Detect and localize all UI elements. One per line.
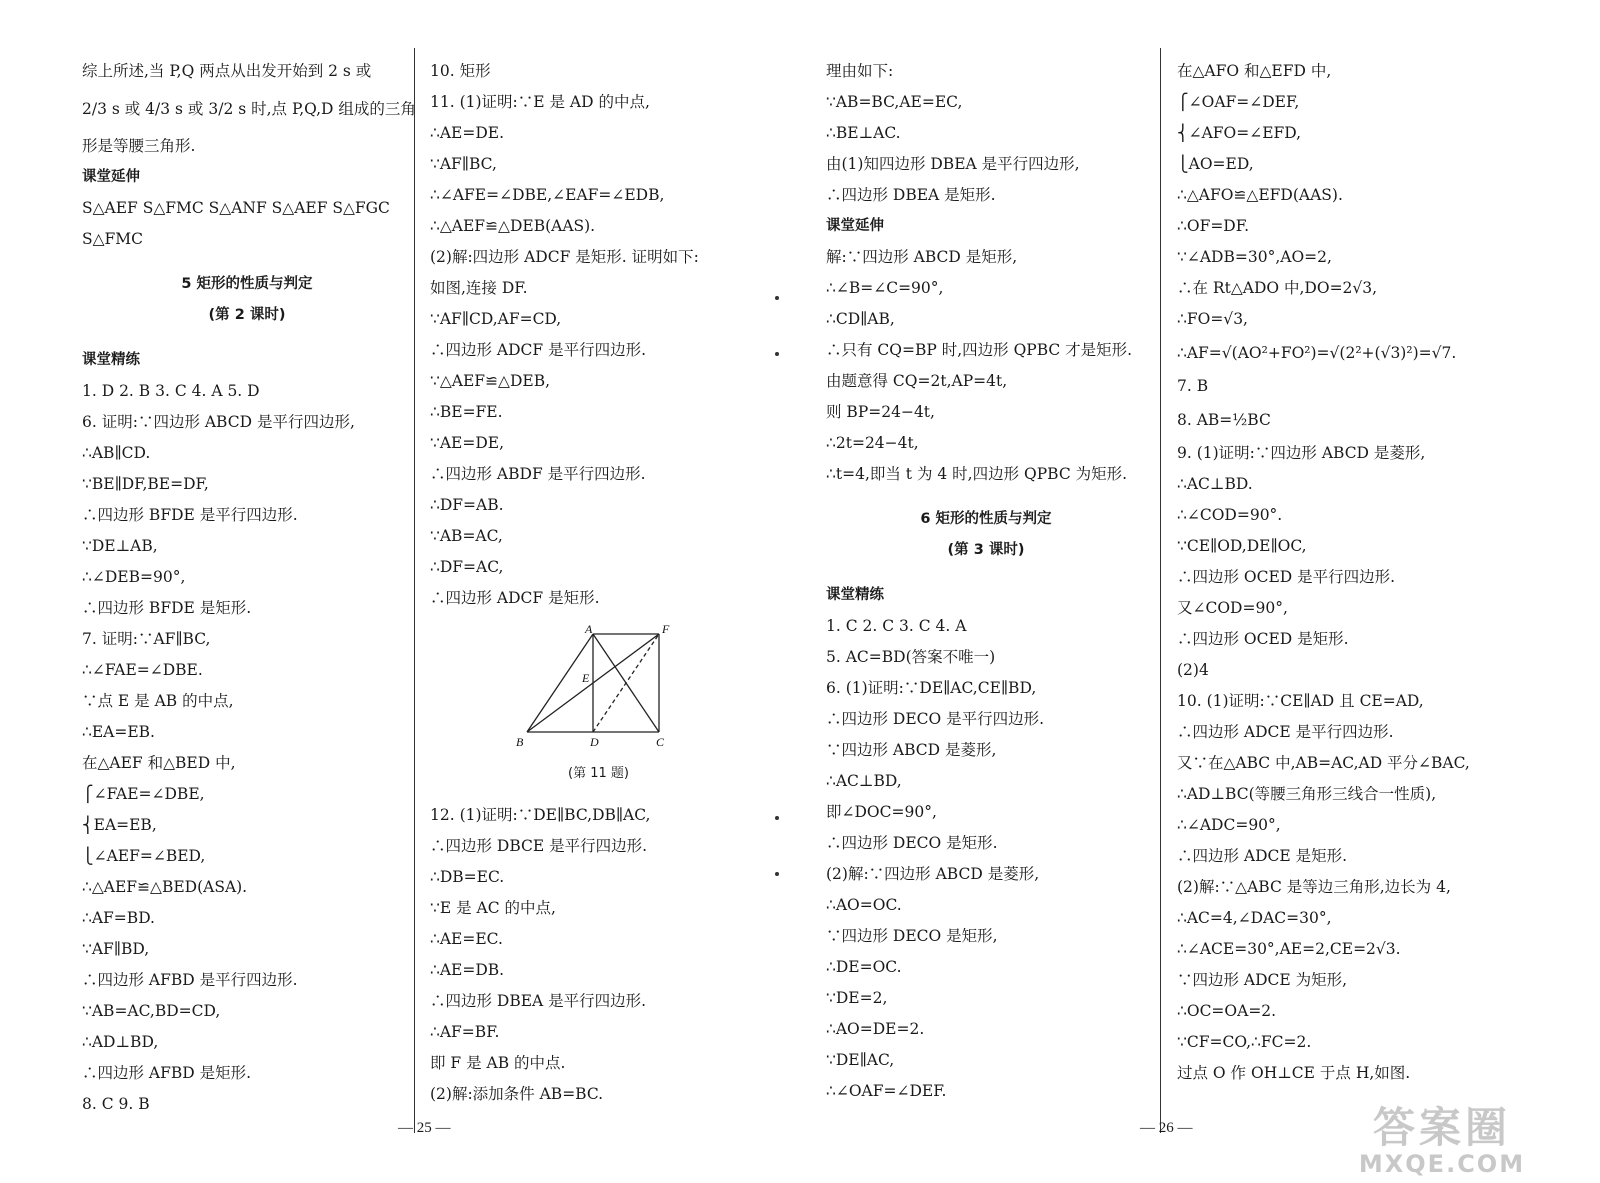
text-line: ⎩AO=ED, — [1177, 155, 1254, 173]
column-2 — [430, 56, 760, 614]
text-line: S△AEF S△FMC S△ANF S△AEF S△FGC — [82, 199, 390, 217]
section-heading: 课堂延伸 — [826, 218, 884, 234]
text-line: ∴AC⊥BD, — [826, 772, 902, 790]
text-line: ∵CE∥OD,DE∥OC, — [1177, 537, 1307, 555]
text-line: ∵AB=AC,BD=CD, — [82, 1002, 221, 1020]
text-line: 7. B — [1177, 377, 1209, 395]
section-heading: 5 矩形的性质与判定 — [181, 276, 313, 292]
section-heading: 6 矩形的性质与判定 — [920, 511, 1052, 527]
label-c: C — [656, 735, 665, 749]
text-line: ∴BE⊥AC. — [826, 124, 901, 142]
text-line: ∴四边形 ADCF 是矩形. — [430, 589, 600, 607]
text-line: ∴BE=FE. — [430, 403, 503, 421]
text-line: 2/3 s 或 4/3 s 或 3/2 s 时,点 P,Q,D 组成的三角 — [82, 100, 416, 118]
text-line: ∵DE⊥AB, — [82, 537, 158, 555]
text-line: 10. 矩形 — [430, 62, 491, 80]
text-line: 如图,连接 DF. — [430, 279, 528, 297]
margin-mark — [775, 816, 779, 820]
text-line: 即 F 是 AB 的中点. — [430, 1054, 566, 1072]
text-line: ⎨∠AFO=∠EFD, — [1177, 124, 1302, 142]
text-line: 又∵在△ABC 中,AB=AC,AD 平分∠BAC, — [1177, 754, 1470, 772]
text-line: ∴四边形 AFBD 是矩形. — [82, 1064, 252, 1082]
text-line — [826, 566, 1146, 580]
text-line: ∵四边形 ABCD 是菱形, — [826, 741, 997, 759]
page-number-left: — 25 — — [398, 1120, 451, 1136]
column-divider-3 — [1160, 48, 1161, 1133]
column-divider-1 — [414, 48, 415, 1133]
text-line: ∴∠ACE=30°,AE=2,CE=2√3. — [1177, 940, 1401, 958]
text-line: ∴△AEF≌△DEB(AAS). — [430, 217, 596, 235]
text-line: ∵CF=CO,∴FC=2. — [1177, 1033, 1312, 1051]
text-line: ∴四边形 OCED 是平行四边形. — [1177, 568, 1396, 586]
text-line: ∴∠ADC=90°, — [1177, 816, 1281, 834]
figure-11-caption: (第 11 题) — [568, 766, 629, 781]
text-line: ∴OC=OA=2. — [1177, 1002, 1277, 1020]
text-line: ∴四边形 DBCE 是平行四边形. — [430, 837, 648, 855]
text-line: ∴2t=24−4t, — [826, 434, 919, 452]
column-2-continued — [430, 800, 760, 1110]
text-line: 7. 证明:∵AF∥BC, — [82, 630, 211, 648]
watermark — [1292, 1105, 1592, 1177]
text-line: S△FMC — [82, 230, 144, 248]
section-heading: (第 3 课时) — [947, 542, 1025, 558]
text-line: ∴AO=OC. — [826, 896, 902, 914]
text-line: 1. D 2. B 3. C 4. A 5. D — [82, 382, 260, 400]
text-line: ∴AO=DE=2. — [826, 1020, 925, 1038]
text-line: ∴AC=4,∠DAC=30°, — [1177, 909, 1332, 927]
text-line: 10. (1)证明:∵CE∥AD 且 CE=AD, — [1177, 692, 1424, 710]
text-line: 在△AFO 和△EFD 中, — [1177, 62, 1332, 80]
text-line: 5. AC=BD(答案不唯一) — [826, 648, 996, 666]
text-line: 9. (1)证明:∵四边形 ABCD 是菱形, — [1177, 444, 1426, 462]
text-line: 则 BP=24−4t, — [826, 403, 935, 421]
figure-11-diagram — [510, 622, 680, 752]
text-line: ∴四边形 DECO 是平行四边形. — [826, 710, 1045, 728]
text-line: ∴DF=AC, — [430, 558, 504, 576]
text-line: 8. AB=½BC — [1177, 411, 1271, 429]
text-line: ∴四边形 DBEA 是矩形. — [826, 186, 996, 204]
label-d: D — [590, 735, 599, 749]
text-line: ∴只有 CQ=BP 时,四边形 QPBC 才是矩形. — [826, 341, 1133, 359]
text-line: ∴FO=√3, — [1177, 310, 1248, 328]
text-line: ∴∠COD=90°. — [1177, 506, 1283, 524]
text-line: ∵△AEF≌△DEB, — [430, 372, 551, 390]
text-line: ∵AB=BC,AE=EC, — [826, 93, 963, 111]
text-line: ∴四边形 BFDE 是平行四边形. — [82, 506, 298, 524]
text-line: ∵AE=DE, — [430, 434, 505, 452]
text-line: ∴四边形 DECO 是矩形. — [826, 834, 998, 852]
text-line: 11. (1)证明:∵E 是 AD 的中点, — [430, 93, 650, 111]
text-line: ∵四边形 ADCE 为矩形, — [1177, 971, 1348, 989]
text-line: (2)4 — [1177, 661, 1209, 679]
text-line: ∴AE=DE. — [430, 124, 505, 142]
text-line: ∴∠B=∠C=90°, — [826, 279, 944, 297]
text-line: ⎧∠OAF=∠DEF, — [1177, 93, 1300, 111]
label-e: E — [582, 671, 590, 685]
text-line: ∴AC⊥BD. — [1177, 475, 1253, 493]
text-line — [82, 331, 412, 345]
text-line: 由(1)知四边形 DBEA 是平行四边形, — [826, 155, 1080, 173]
text-line: ∵点 E 是 AB 的中点, — [82, 692, 234, 710]
text-line: 理由如下: — [826, 62, 894, 80]
text-line: 即∠DOC=90°, — [826, 803, 937, 821]
text-line: ∵BE∥DF,BE=DF, — [82, 475, 209, 493]
text-line: ∴四边形 ABDF 是平行四边形. — [430, 465, 646, 483]
text-line: ∴四边形 BFDE 是矩形. — [82, 599, 252, 617]
text-line: ∴AF=√(AO²+FO²)=√(2²+(√3)²)=√7. — [1177, 344, 1457, 362]
label-b: B — [516, 735, 524, 749]
margin-mark — [775, 352, 779, 356]
text-line: ∵AF∥CD,AF=CD, — [430, 310, 562, 328]
text-line: ∴DE=OC. — [826, 958, 902, 976]
section-heading: 课堂精练 — [82, 352, 140, 368]
text-line: ∴AE=EC. — [430, 930, 503, 948]
text-line: ∴AE=DB. — [430, 961, 505, 979]
section-heading: (第 2 课时) — [208, 307, 286, 323]
text-line: (2)解:添加条件 AB=BC. — [430, 1085, 604, 1103]
text-line: ∴四边形 AFBD 是平行四边形. — [82, 971, 298, 989]
text-line: ∵DE=2, — [826, 989, 888, 1007]
watermark-logo: 答案圈 — [1372, 1103, 1511, 1152]
text-line: ∴CD∥AB, — [826, 310, 895, 328]
text-line: ∴t=4,即当 t 为 4 时,四边形 QPBC 为矩形. — [826, 465, 1128, 483]
text-line: ∴DF=AB. — [430, 496, 504, 514]
section-heading: 课堂延伸 — [82, 169, 140, 185]
text-line: 又∠COD=90°, — [1177, 599, 1288, 617]
text-line: ∵四边形 DECO 是矩形, — [826, 927, 998, 945]
text-line: 综上所述,当 P,Q 两点从出发开始到 2 s 或 — [82, 62, 372, 80]
text-line: (2)解:四边形 ADCF 是矩形. 证明如下: — [430, 248, 699, 266]
text-line: ∴AB∥CD. — [82, 444, 151, 462]
text-line: ∵∠ADB=30°,AO=2, — [1177, 248, 1332, 266]
text-line: ∵AF∥BC, — [430, 155, 497, 173]
text-line: ∵DE∥AC, — [826, 1051, 895, 1069]
text-line: ∵E 是 AC 的中点, — [430, 899, 556, 917]
text-line: ∴∠OAF=∠DEF. — [826, 1082, 947, 1100]
section-heading: 课堂精练 — [826, 587, 884, 603]
text-line: ∵AB=AC, — [430, 527, 503, 545]
column-3 — [826, 56, 1146, 1107]
text-line: ∴∠DEB=90°, — [82, 568, 186, 586]
text-line: 由题意得 CQ=2t,AP=4t, — [826, 372, 1008, 390]
text-line: ∴△AEF≌△BED(ASA). — [82, 878, 248, 896]
text-line: ∴∠AFE=∠DBE,∠EAF=∠EDB, — [430, 186, 665, 204]
text-line: ∴四边形 DBEA 是平行四边形. — [430, 992, 647, 1010]
text-line — [826, 490, 1146, 504]
text-line: (2)解:∵△ABC 是等边三角形,边长为 4, — [1177, 878, 1451, 896]
label-a: A — [585, 622, 593, 636]
text-line: ∴AF=BD. — [82, 909, 155, 927]
text-line: 解:∵四边形 ABCD 是矩形, — [826, 248, 1018, 266]
column-4 — [1177, 56, 1577, 1089]
text-line: ∴在 Rt△ADO 中,DO=2√3, — [1177, 279, 1378, 297]
text-line: ∴AF=BF. — [430, 1023, 500, 1041]
text-line: 在△AEF 和△BED 中, — [82, 754, 236, 772]
text-line: 过点 O 作 OH⊥CE 于点 H,如图. — [1177, 1064, 1411, 1082]
margin-mark — [775, 872, 779, 876]
page-number-right: — 26 — — [1140, 1120, 1193, 1136]
text-line: ∴OF=DF. — [1177, 217, 1250, 235]
text-line: 形是等腰三角形. — [82, 137, 196, 155]
text-line: ∴∠FAE=∠DBE. — [82, 661, 203, 679]
text-line: ∴DB=EC. — [430, 868, 505, 886]
watermark-url: MXQE.COM — [1358, 1150, 1526, 1178]
text-line: 6. (1)证明:∵DE∥AC,CE∥BD, — [826, 679, 1037, 697]
label-f: F — [662, 622, 670, 636]
text-line: ∴四边形 ADCE 是矩形. — [1177, 847, 1348, 865]
text-line: ∴AD⊥BC(等腰三角形三线合一性质), — [1177, 785, 1437, 803]
column-1 — [82, 56, 416, 1120]
text-line: ∴EA=EB. — [82, 723, 155, 741]
text-line — [82, 255, 412, 269]
text-line: ⎨EA=EB, — [82, 816, 157, 834]
text-line: ∴四边形 ADCE 是平行四边形. — [1177, 723, 1394, 741]
text-line: ∴四边形 OCED 是矩形. — [1177, 630, 1349, 648]
text-line: ⎩∠AEF=∠BED, — [82, 847, 206, 865]
text-line: 12. (1)证明:∵DE∥BC,DB∥AC, — [430, 806, 651, 824]
text-line: ∴AD⊥BD, — [82, 1033, 159, 1051]
text-line: ∴△AFO≌△EFD(AAS). — [1177, 186, 1343, 204]
text-line: (2)解:∵四边形 ABCD 是菱形, — [826, 865, 1040, 883]
text-line: ∵AF∥BD, — [82, 940, 150, 958]
text-line: ∴四边形 ADCF 是平行四边形. — [430, 341, 647, 359]
text-line: 6. 证明:∵四边形 ABCD 是平行四边形, — [82, 413, 355, 431]
margin-mark — [775, 296, 779, 300]
text-line: 1. C 2. C 3. C 4. A — [826, 617, 967, 635]
text-line: ⎧∠FAE=∠DBE, — [82, 785, 205, 803]
text-line: 8. C 9. B — [82, 1095, 150, 1113]
